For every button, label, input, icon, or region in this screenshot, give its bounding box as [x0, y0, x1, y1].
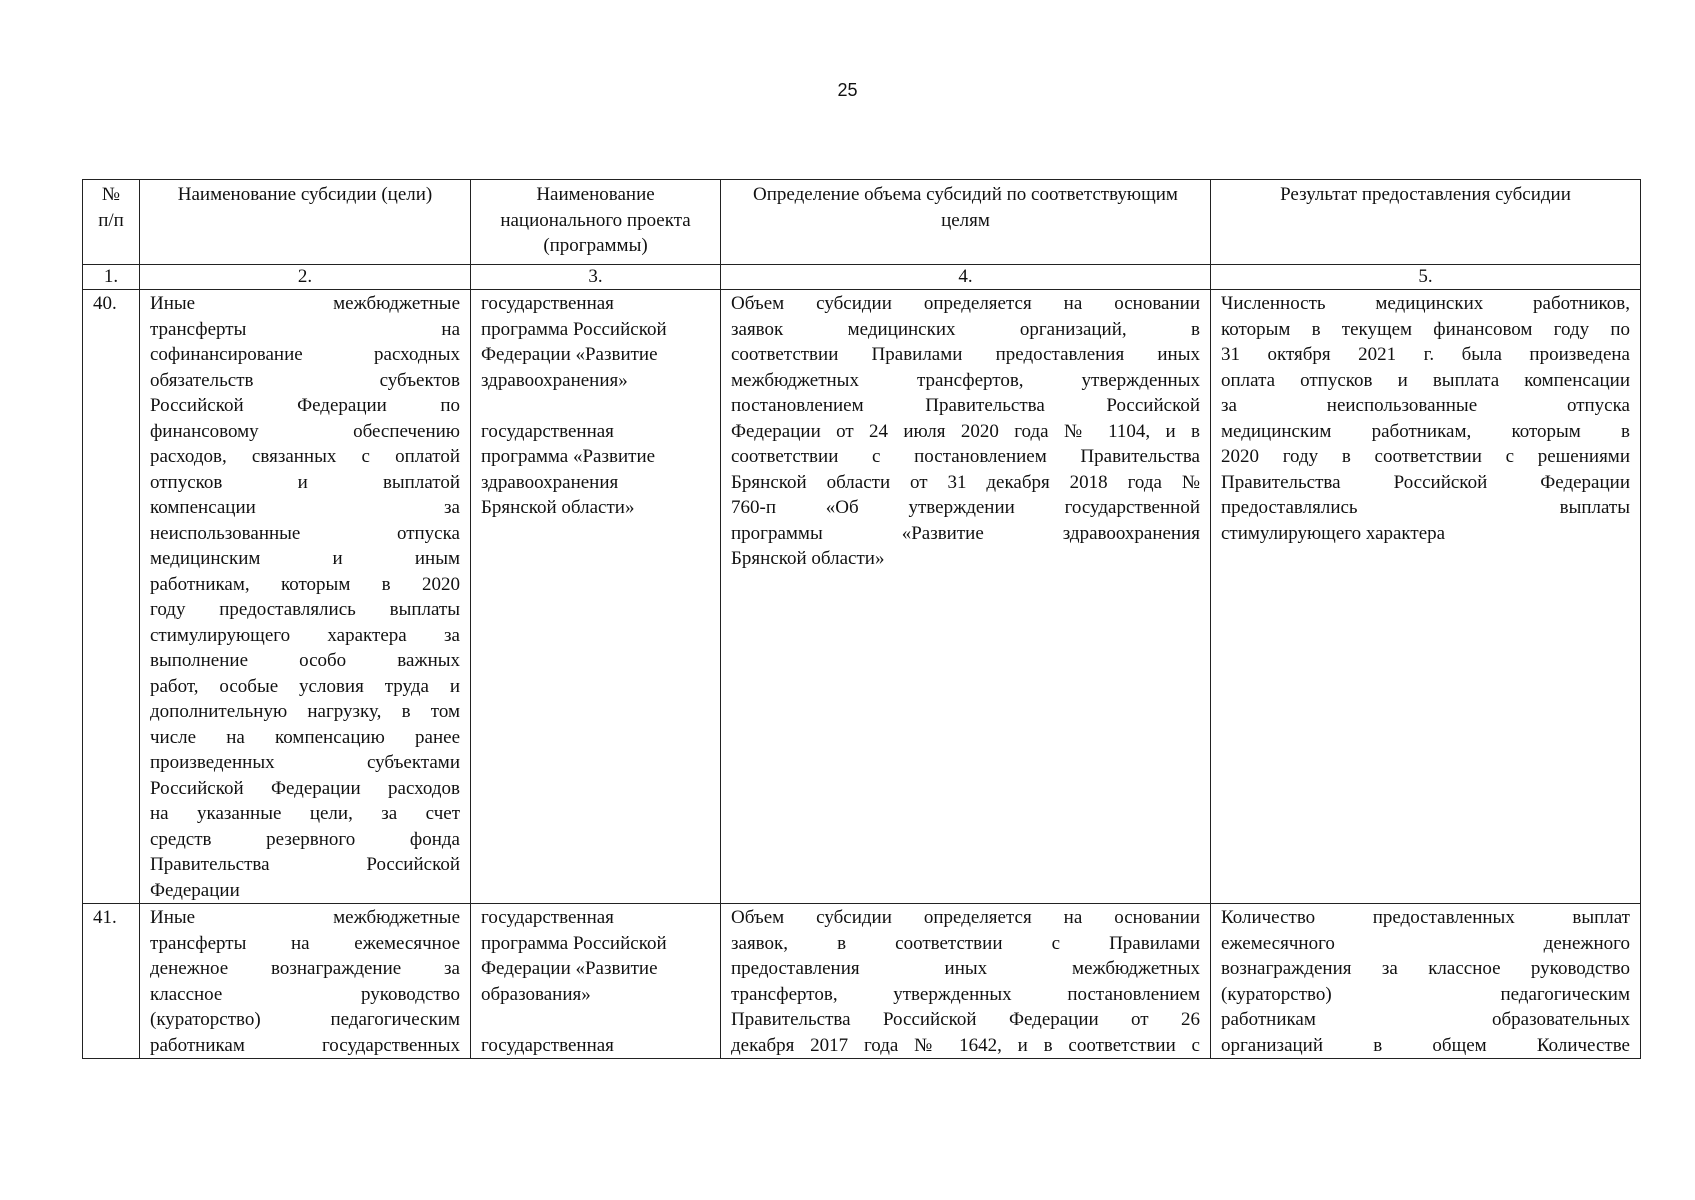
page-number: 25 [837, 80, 858, 100]
project-name-cell [471, 290, 721, 904]
header-subsidy-name: Наименование субсидии (цели) [140, 180, 471, 265]
cell-line: году предоставлялись выплаты [150, 599, 460, 620]
cell-line: (кураторство) педагогическим [1221, 983, 1630, 1005]
cell-line: работникам государственных [150, 1034, 460, 1056]
cell-line: образования» [481, 983, 591, 1005]
cell-line: здравоохранения [481, 471, 619, 493]
cell-line: программа Российской [481, 318, 667, 340]
cell-line: предоставлялись выплаты [1221, 497, 1630, 518]
header-row [83, 180, 1641, 265]
subsidy-name-cell [140, 904, 471, 1059]
cell-line: государственная [481, 420, 614, 442]
cell-line: заявок медицинских организаций, в [731, 318, 1200, 340]
cell-line: медицинским работникам, которым в [1221, 420, 1630, 442]
cell-line: Объем субсидии определяется на основании [731, 907, 1200, 928]
definition-cell [721, 904, 1211, 1059]
cell-line: соответствии с постановлением Правительства [731, 446, 1200, 467]
column-number: 4. [721, 265, 1211, 290]
cell-line: Федерации «Развитие [481, 958, 658, 979]
cell-line: произведенных субъектами [150, 752, 460, 773]
column-number-row [83, 265, 1641, 290]
cell-line: Федерации [150, 879, 240, 901]
cell-line: Брянской области» [481, 497, 635, 518]
cell-line: работникам образовательных [1221, 1009, 1630, 1030]
cell-line: выполнение особо важных [150, 650, 460, 671]
cell-line: софинансирование расходных [150, 344, 460, 365]
column-number: 2. [140, 265, 471, 290]
row-number: 41. [83, 904, 140, 1059]
header-result: Результат предоставления субсидии [1211, 180, 1641, 265]
cell-line: Численность медицинских работников, [1221, 293, 1630, 314]
cell-line: Брянской области» [731, 548, 885, 569]
header-project-name: Наименование национального проекта (программы) [471, 180, 721, 265]
cell-line: трансфертов, утвержденных постановлением [731, 983, 1200, 1005]
cell-line: 2020 году в соответствии с решениями [1221, 446, 1630, 467]
cell-line: программа «Развитие [481, 446, 656, 467]
cell-line: Федерации «Развитие [481, 344, 658, 365]
cell-line: компенсации за [150, 497, 460, 518]
cell-line: Федерации от 24 июля 2020 года № 1104, и в [731, 420, 1200, 442]
cell-line: государственная [481, 293, 614, 314]
row-number: 40. [83, 290, 140, 904]
cell-line: предоставления иных межбюджетных [731, 958, 1200, 979]
cell-line: соответствии Правилами предоставления иных [731, 344, 1200, 365]
cell-line: стимулирующего характера за [150, 624, 460, 646]
cell-line: финансовому обеспечению [150, 420, 460, 442]
cell-line: государственная [481, 907, 614, 928]
header-num: № п/п [83, 180, 140, 265]
cell-line: Иные межбюджетные [150, 907, 460, 928]
cell-line: декабря 2017 года № 1642, и в соответствии с [731, 1034, 1200, 1056]
cell-line: Иные межбюджетные [150, 293, 460, 314]
cell-line: классное руководство [150, 983, 460, 1005]
cell-line: вознаграждения за классное руководство [1221, 958, 1630, 979]
cell-line: Количество предоставленных выплат [1221, 907, 1630, 928]
project-name-cell [471, 904, 721, 1059]
cell-line: на указанные цели, за счет [150, 803, 460, 824]
cell-line: медицинским и иным [150, 548, 460, 569]
cell-line: Российской Федерации по [150, 395, 460, 416]
cell-line: (кураторство) педагогическим [150, 1009, 460, 1030]
cell-line: Правительства Российской Федерации [1221, 471, 1630, 493]
cell-line: Брянской области от 31 декабря 2018 года № [731, 471, 1200, 493]
subsidy-table [82, 179, 1641, 1059]
cell-line: стимулирующего характера [1221, 522, 1446, 544]
cell-line: Правительства Российской Федерации от 26 [731, 1009, 1200, 1030]
cell-line: 760-п «Об утверждении государственной [731, 497, 1200, 518]
cell-line: трансферты на [150, 318, 460, 340]
cell-line: ежемесячного денежного [1221, 932, 1630, 954]
cell-line: трансферты на ежемесячное [150, 932, 460, 954]
table-row [83, 290, 1641, 904]
column-number: 5. [1211, 265, 1641, 290]
cell-line: 31 октября 2021 г. была произведена [1221, 344, 1630, 365]
subsidy-name-cell [140, 290, 471, 904]
cell-line: государственная [481, 1034, 614, 1056]
cell-line: заявок, в соответствии с Правилами [731, 932, 1200, 954]
cell-line: дополнительную нагрузку, в том [150, 701, 460, 722]
cell-line: средств резервного фонда [150, 828, 460, 850]
definition-cell [721, 290, 1211, 904]
cell-line: Правительства Российской [150, 854, 460, 875]
cell-line: работникам, которым в 2020 [150, 573, 460, 595]
cell-line: неиспользованные отпуска [150, 522, 460, 544]
cell-line: за неиспользованные отпуска [1221, 395, 1630, 416]
cell-line: программы «Развитие здравоохранения [731, 522, 1200, 544]
result-cell [1211, 290, 1641, 904]
cell-line: организаций в общем Количестве [1221, 1034, 1630, 1056]
cell-line: Российской Федерации расходов [150, 777, 460, 799]
result-cell [1211, 904, 1641, 1059]
column-number: 1. [83, 265, 140, 290]
cell-line: постановлением Правительства Российской [731, 395, 1200, 416]
cell-line: оплата отпусков и выплата компенсации [1221, 369, 1630, 391]
cell-line: числе на компенсацию ранее [150, 726, 460, 748]
header-definition: Определение объема субсидий по соответствующим целям [721, 180, 1211, 265]
cell-line: Объем субсидии определяется на основании [731, 293, 1200, 314]
cell-line: обязательств субъектов [150, 369, 460, 391]
cell-line: расходов, связанных с оплатой [150, 446, 460, 467]
cell-line: здравоохранения» [481, 369, 628, 391]
cell-line: отпусков и выплатой [150, 471, 460, 493]
column-number: 3. [471, 265, 721, 290]
cell-line: работ, особые условия труда и [150, 675, 460, 697]
cell-line: которым в текущем финансовом году по [1221, 318, 1630, 340]
table-row [83, 904, 1641, 1059]
cell-line: межбюджетных трансфертов, утвержденных [731, 369, 1200, 391]
cell-line: денежное вознаграждение за [150, 958, 460, 979]
cell-line: программа Российской [481, 932, 667, 954]
